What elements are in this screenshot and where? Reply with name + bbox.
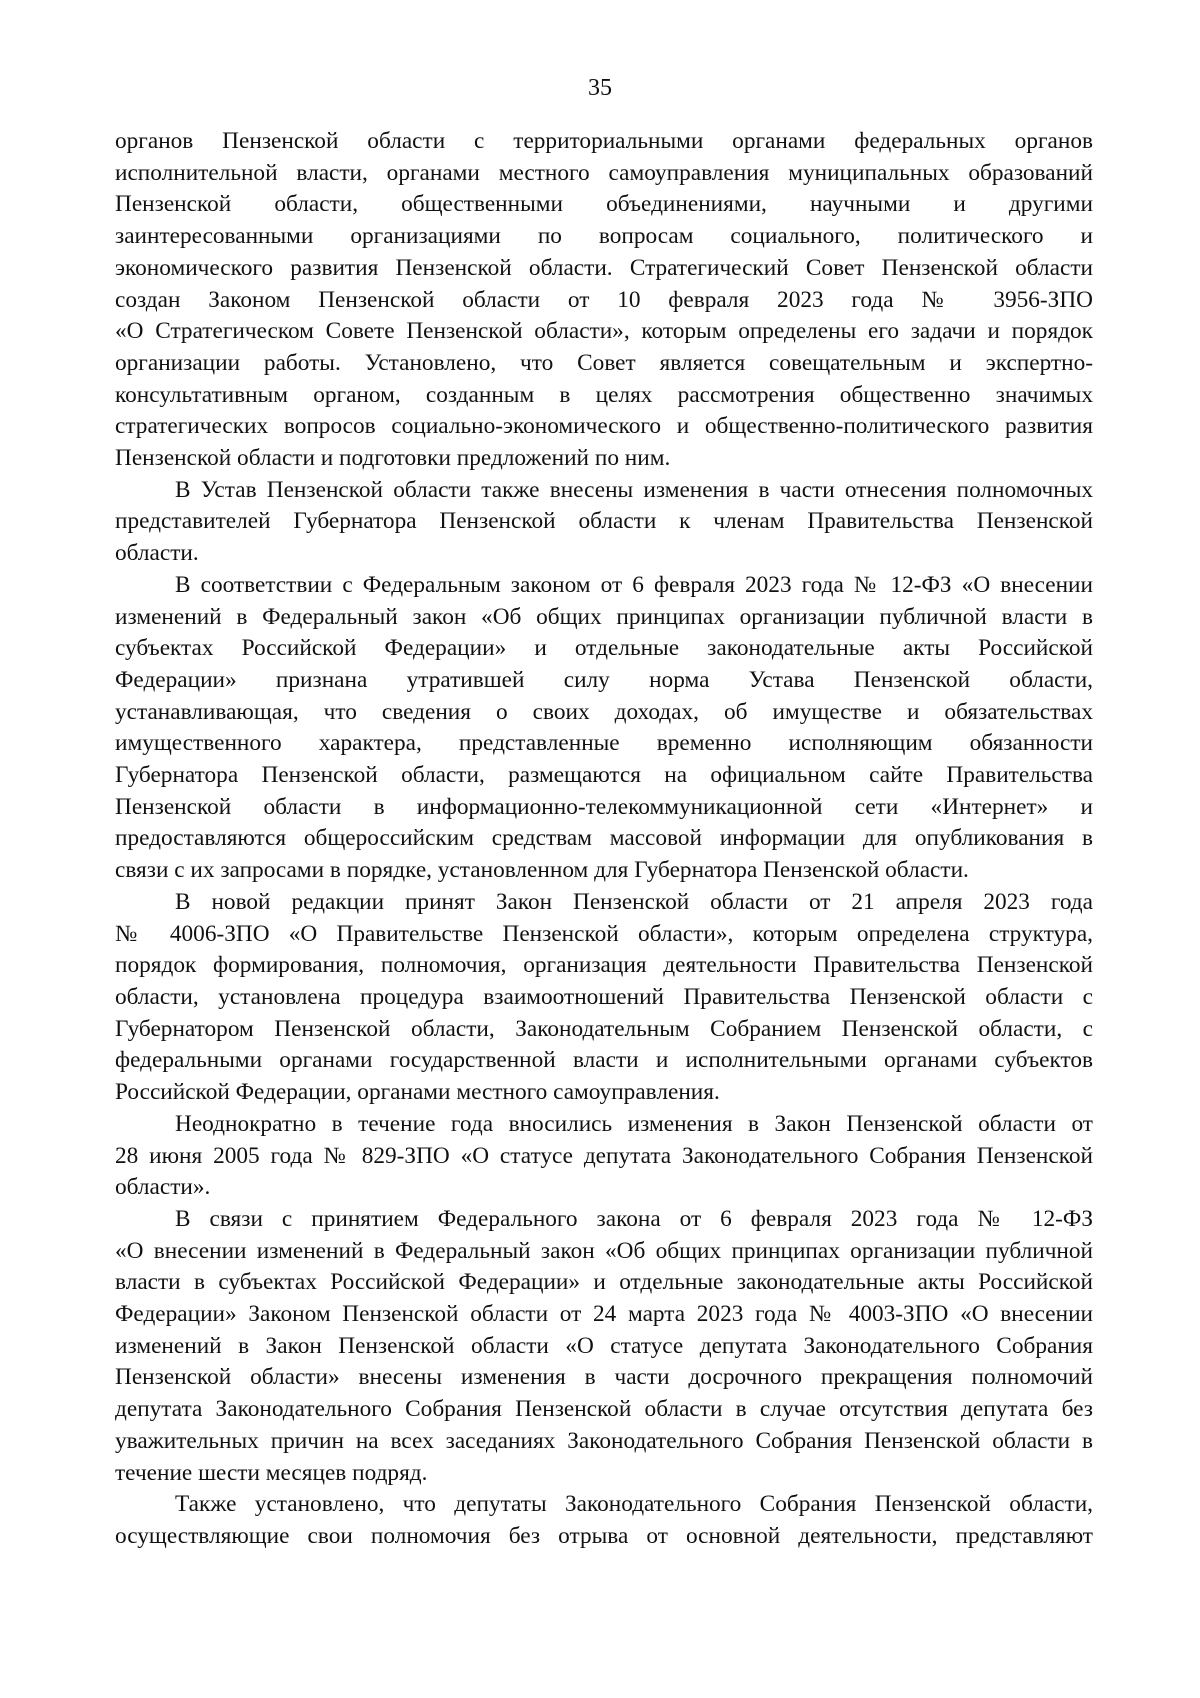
- text-line: депутата Законодательного Собрания Пензенской области в случае отсутствия депутата без: [115, 1396, 1093, 1423]
- text-line: области.: [115, 540, 199, 567]
- text-line: субъектах Российской Федерации» и отдельные законодательные акты Российской: [115, 635, 1093, 662]
- text-line: Пензенской области» внесены изменения в части досрочного прекращения полномочий: [115, 1364, 1093, 1391]
- text-line: Федерации» признана утратившей силу норма Устава Пензенской области,: [115, 666, 1093, 693]
- paragraph: [115, 1204, 1093, 1489]
- paragraph: [115, 126, 1093, 475]
- text-line: заинтересованными организациями по вопросам социального, политического и: [115, 223, 1093, 250]
- text-line: Пензенской области в информационно-телекоммуникационной сети «Интернет» и: [115, 793, 1093, 820]
- text-line: осуществляющие свои полномочия без отрыва от основной деятельности, представляют: [115, 1522, 1093, 1549]
- text-line: имущественного характера, представленные временно исполняющим обязанности: [115, 730, 1093, 757]
- text-line: Российской Федерации, органами местного самоуправления.: [115, 1079, 720, 1106]
- paragraph: [115, 570, 1093, 887]
- text-line: власти в субъектах Российской Федерации» и отдельные законодательные акты Российской: [115, 1269, 1093, 1296]
- document-body: [115, 126, 1093, 1553]
- text-line: изменений в Закон Пензенской области «О статусе депутата Законодательного Собрания: [115, 1332, 1093, 1359]
- text-line: течение шести месяцев подряд.: [115, 1459, 428, 1486]
- text-line: Губернатором Пензенской области, Законодательным Собранием Пензенской области, с: [115, 1015, 1093, 1042]
- text-line: «О внесении изменений в Федеральный закон «Об общих принципах организации публичной: [115, 1237, 1093, 1264]
- text-line: создан Законом Пензенской области от 10 февраля 2023 года № 3956-ЗПО: [115, 286, 1093, 313]
- text-line: «О Стратегическом Совете Пензенской области», которым определены его задачи и порядок: [115, 318, 1093, 345]
- text-line: Федерации» Законом Пензенской области от 24 марта 2023 года № 4003-ЗПО «О внесении: [115, 1301, 1093, 1328]
- text-line: порядок формирования, полномочия, организация деятельности Правительства Пензенской: [115, 952, 1093, 979]
- paragraph: [115, 1489, 1093, 1552]
- text-line: организации работы. Установлено, что Совет является совещательным и экспертно-: [115, 349, 1093, 376]
- text-line: исполнительной власти, органами местного самоуправления муниципальных образований: [115, 159, 1093, 186]
- text-line: представителей Губернатора Пензенской области к членам Правительства Пензенской: [115, 508, 1093, 535]
- text-line: В Устав Пензенской области также внесены изменения в части отнесения полномочных: [175, 476, 1093, 503]
- text-line: Пензенской области, общественными объединениями, научными и другими: [115, 191, 1093, 218]
- text-line: предоставляются общероссийским средствам массовой информации для опубликования в: [115, 825, 1093, 852]
- text-line: В связи с принятием Федерального закона от 6 февраля 2023 года № 12-ФЗ: [175, 1205, 1093, 1232]
- text-line: Также установлено, что депутаты Законодательного Собрания Пензенской области,: [175, 1491, 1093, 1518]
- text-line: устанавливающая, что сведения о своих доходах, об имуществе и обязательствах: [115, 698, 1093, 725]
- text-line: стратегических вопросов социально-экономического и общественно-политического развития: [115, 413, 1093, 440]
- page-number: 35: [588, 75, 612, 101]
- text-line: Пензенской области и подготовки предложений по ним.: [115, 445, 671, 472]
- paragraph: [115, 1109, 1093, 1204]
- text-line: экономического развития Пензенской области. Стратегический Совет Пензенской области: [115, 254, 1093, 281]
- text-line: В новой редакции принят Закон Пензенской области от 21 апреля 2023 года: [175, 888, 1093, 915]
- text-line: органов Пензенской области с территориальными органами федеральных органов: [115, 128, 1093, 154]
- text-line: связи с их запросами в порядке, установленном для Губернатора Пензенской области.: [115, 857, 969, 884]
- text-line: области».: [115, 1174, 211, 1201]
- text-line: № 4006-ЗПО «О Правительстве Пензенской области», которым определена структура,: [115, 920, 1093, 947]
- text-line: уважительных причин на всех заседаниях Законодательного Собрания Пензенской области в: [115, 1427, 1093, 1454]
- text-line: В соответствии с Федеральным законом от 6 февраля 2023 года № 12-ФЗ «О внесении: [175, 571, 1093, 598]
- text-line: консультативным органом, созданным в целях рассмотрения общественно значимых: [115, 381, 1093, 408]
- text-line: 28 июня 2005 года № 829-ЗПО «О статусе депутата Законодательного Собрания Пензенской: [115, 1142, 1093, 1169]
- paragraph: [115, 475, 1093, 570]
- text-line: области, установлена процедура взаимоотношений Правительства Пензенской области с: [115, 983, 1093, 1010]
- text-line: Губернатора Пензенской области, размещаются на официальном сайте Правительства: [115, 762, 1093, 789]
- paragraph: [115, 887, 1093, 1109]
- text-line: федеральными органами государственной власти и исполнительными органами субъектов: [115, 1047, 1093, 1074]
- text-line: Неоднократно в течение года вносились изменения в Закон Пензенской области от: [175, 1110, 1093, 1137]
- text-line: изменений в Федеральный закон «Об общих принципах организации публичной власти в: [115, 603, 1093, 630]
